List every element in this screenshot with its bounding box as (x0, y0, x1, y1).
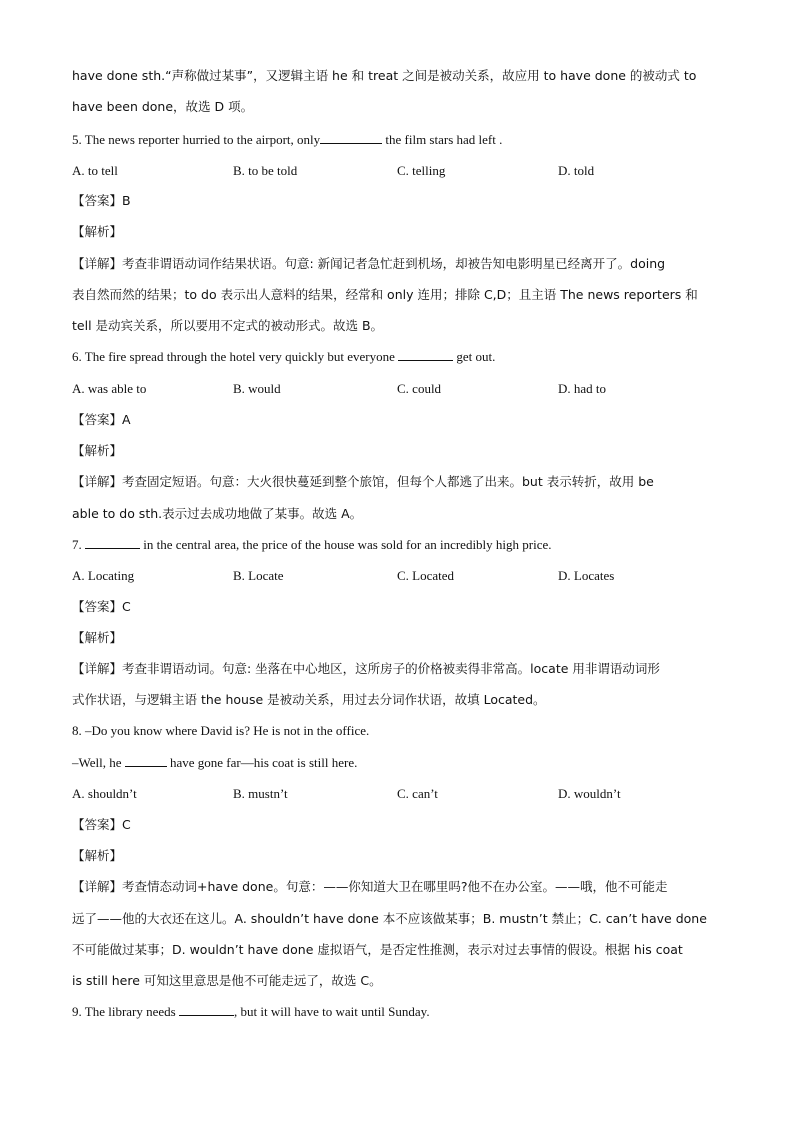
question-text: 7. (72, 537, 82, 552)
option-d: D. had to (558, 381, 607, 396)
answer-label: 【答案】C (72, 599, 131, 614)
option-c: C. Located (397, 568, 455, 583)
option-d: D. Locates (558, 568, 615, 583)
question-9-stem (72, 1003, 430, 1021)
answer-blank (320, 132, 382, 144)
question-5-stem (72, 131, 502, 149)
option-c: C. could (397, 381, 442, 396)
question-text: 9. The library needs (72, 1004, 176, 1019)
option-b: B. to be told (233, 163, 298, 178)
answer-blank (179, 1004, 234, 1016)
detail-line: able to do sth.表示过去成功地做了某事。故选 A。 (72, 506, 363, 521)
detail-line: 【详解】考查固定短语。句意：大火很快蔓延到整个旅馆，但每个人都逃了出来。but 表示转折，故用 be (72, 474, 654, 489)
answer-label: 【答案】C (72, 817, 131, 832)
analysis-label: 【解析】 (72, 443, 123, 458)
question-7-stem (72, 536, 552, 554)
option-b: B. Locate (233, 568, 284, 583)
detail-line: 表自然而然的结果；to do 表示出人意料的结果，经常和 only 连用；排除 C,D；且主语 The news reporters 和 (72, 287, 698, 302)
question-8-stem-2 (72, 754, 357, 772)
detail-line: 【详解】考查情态动词+have done。句意：——你知道大卫在哪里吗?他不在办公室。——哦，他不可能走 (72, 879, 668, 894)
question-text: , but it will have to wait until Sunday. (233, 1004, 430, 1019)
paragraph-line: have done sth.“声称做过某事”，又逻辑主语 he 和 treat 之间是被动关系，故应用 to have done 的被动式 to (72, 68, 697, 83)
detail-line: 【详解】考查非谓语动词作结果状语。句意: 新闻记者急忙赶到机场，却被告知电影明星已经离开了。doing (72, 256, 666, 271)
question-8-stem: 8. –Do you know where David is? He is not in the office. (72, 723, 370, 738)
question-text: get out. (453, 349, 496, 364)
detail-line: 不可能做过某事；D. wouldn’t have done 虚拟语气，是否定性推测，表示对过去事情的假设。根据 his coat (72, 942, 683, 957)
option-d: D. wouldn’t (558, 786, 621, 801)
question-text: 6. The fire spread through the hotel very quickly but everyone (72, 349, 395, 364)
answer-blank (125, 755, 167, 767)
question-text: the film stars had left . (382, 132, 503, 147)
paragraph-line: have been done，故选 D 项。 (72, 99, 254, 114)
question-text: 5. The news reporter hurried to the airport, only (72, 132, 321, 147)
question-text: –Well, he (72, 755, 122, 770)
answer-blank (85, 537, 140, 549)
question-text: have gone far—his coat is still here. (166, 755, 358, 770)
option-a: A. was able to (72, 381, 147, 396)
detail-line: tell 是动宾关系，所以要用不定式的被动形式。故选 B。 (72, 318, 384, 333)
option-b: B. would (233, 381, 281, 396)
detail-line: 远了——他的大衣还在这儿。A. shouldn’t have done 本不应该做某事；B. mustn’t 禁止；C. can’t have done (72, 911, 707, 926)
analysis-label: 【解析】 (72, 630, 123, 645)
option-c: C. can’t (397, 786, 438, 801)
answer-label: 【答案】A (72, 412, 131, 427)
option-a: A. to tell (72, 163, 118, 178)
analysis-label: 【解析】 (72, 848, 123, 863)
option-a: A. Locating (72, 568, 135, 583)
detail-line: is still here 可知这里意思是他不可能走远了，故选 C。 (72, 973, 382, 988)
question-text: in the central area, the price of the house was sold for an incredibly high price. (140, 537, 552, 552)
answer-label: 【答案】B (72, 193, 131, 208)
detail-line: 式作状语，与逻辑主语 the house 是被动关系，用过去分词作状语，故填 Located。 (72, 692, 546, 707)
option-b: B. mustn’t (233, 786, 288, 801)
answer-blank (398, 349, 453, 361)
question-6-stem (72, 348, 495, 366)
detail-line: 【详解】考查非谓语动词。句意: 坐落在中心地区，这所房子的价格被卖得非常高。locate 用非谓语动词形 (72, 661, 660, 676)
option-c: C. telling (397, 163, 446, 178)
option-d: D. told (558, 163, 595, 178)
analysis-label: 【解析】 (72, 224, 123, 239)
option-a: A. shouldn’t (72, 786, 137, 801)
